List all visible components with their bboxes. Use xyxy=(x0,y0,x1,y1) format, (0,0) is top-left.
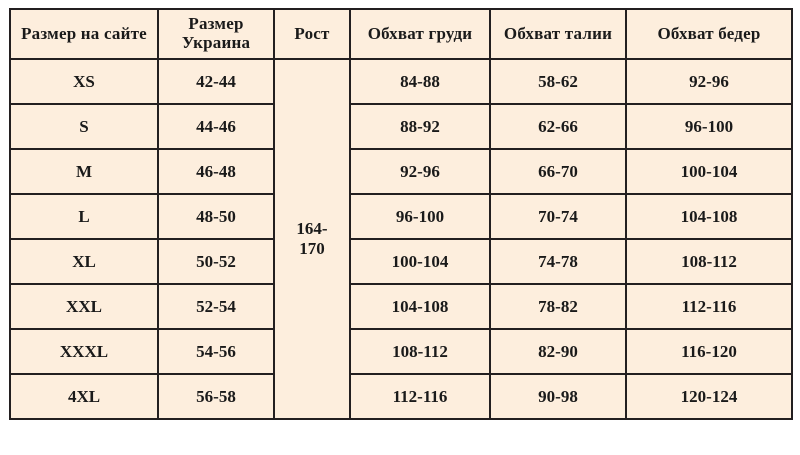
height-line-1: 164- xyxy=(296,219,328,239)
table-row xyxy=(10,284,792,329)
header-row xyxy=(10,9,792,59)
cell-chest: 84-88 xyxy=(350,59,490,104)
cell-waist: 82-90 xyxy=(490,329,626,374)
cell-site-size: M xyxy=(10,149,158,194)
cell-waist: 78-82 xyxy=(490,284,626,329)
cell-ua-size: 46-48 xyxy=(158,149,274,194)
cell-ua-size: 48-50 xyxy=(158,194,274,239)
table-row xyxy=(10,104,792,149)
table-row xyxy=(10,194,792,239)
cell-hips: 108-112 xyxy=(626,239,792,284)
cell-waist: 62-66 xyxy=(490,104,626,149)
header-site-size: Размер на сайте xyxy=(10,9,158,59)
size-chart-table xyxy=(9,8,793,420)
cell-chest: 112-116 xyxy=(350,374,490,419)
header-ua-size: Размер Украина xyxy=(158,9,274,59)
cell-site-size: XXL xyxy=(10,284,158,329)
cell-height xyxy=(274,59,350,419)
cell-ua-size: 52-54 xyxy=(158,284,274,329)
cell-ua-size: 50-52 xyxy=(158,239,274,284)
table-row xyxy=(10,239,792,284)
table-row xyxy=(10,149,792,194)
cell-site-size: S xyxy=(10,104,158,149)
table-row xyxy=(10,329,792,374)
header-chest: Обхват груди xyxy=(350,9,490,59)
cell-hips: 112-116 xyxy=(626,284,792,329)
cell-site-size: XXXL xyxy=(10,329,158,374)
cell-hips: 92-96 xyxy=(626,59,792,104)
cell-hips: 104-108 xyxy=(626,194,792,239)
height-line-2: 170 xyxy=(299,239,325,258)
cell-hips: 120-124 xyxy=(626,374,792,419)
cell-site-size: XL xyxy=(10,239,158,284)
cell-waist: 58-62 xyxy=(490,59,626,104)
cell-waist: 70-74 xyxy=(490,194,626,239)
cell-hips: 116-120 xyxy=(626,329,792,374)
cell-waist: 90-98 xyxy=(490,374,626,419)
cell-ua-size: 44-46 xyxy=(158,104,274,149)
header-waist: Обхват талии xyxy=(490,9,626,59)
cell-waist: 74-78 xyxy=(490,239,626,284)
cell-chest: 96-100 xyxy=(350,194,490,239)
cell-site-size: 4XL xyxy=(10,374,158,419)
size-chart-page xyxy=(0,8,800,455)
cell-chest: 104-108 xyxy=(350,284,490,329)
cell-chest: 100-104 xyxy=(350,239,490,284)
cell-hips: 100-104 xyxy=(626,149,792,194)
table-body xyxy=(10,59,792,419)
table-header xyxy=(10,9,792,59)
table-row xyxy=(10,59,792,104)
cell-site-size: XS xyxy=(10,59,158,104)
cell-chest: 108-112 xyxy=(350,329,490,374)
cell-chest: 92-96 xyxy=(350,149,490,194)
header-hips: Обхват бедер xyxy=(626,9,792,59)
cell-hips: 96-100 xyxy=(626,104,792,149)
cell-waist: 66-70 xyxy=(490,149,626,194)
cell-ua-size: 42-44 xyxy=(158,59,274,104)
cell-chest: 88-92 xyxy=(350,104,490,149)
cell-site-size: L xyxy=(10,194,158,239)
cell-ua-size: 54-56 xyxy=(158,329,274,374)
cell-ua-size: 56-58 xyxy=(158,374,274,419)
table-row xyxy=(10,374,792,419)
header-height: Рост xyxy=(274,9,350,59)
